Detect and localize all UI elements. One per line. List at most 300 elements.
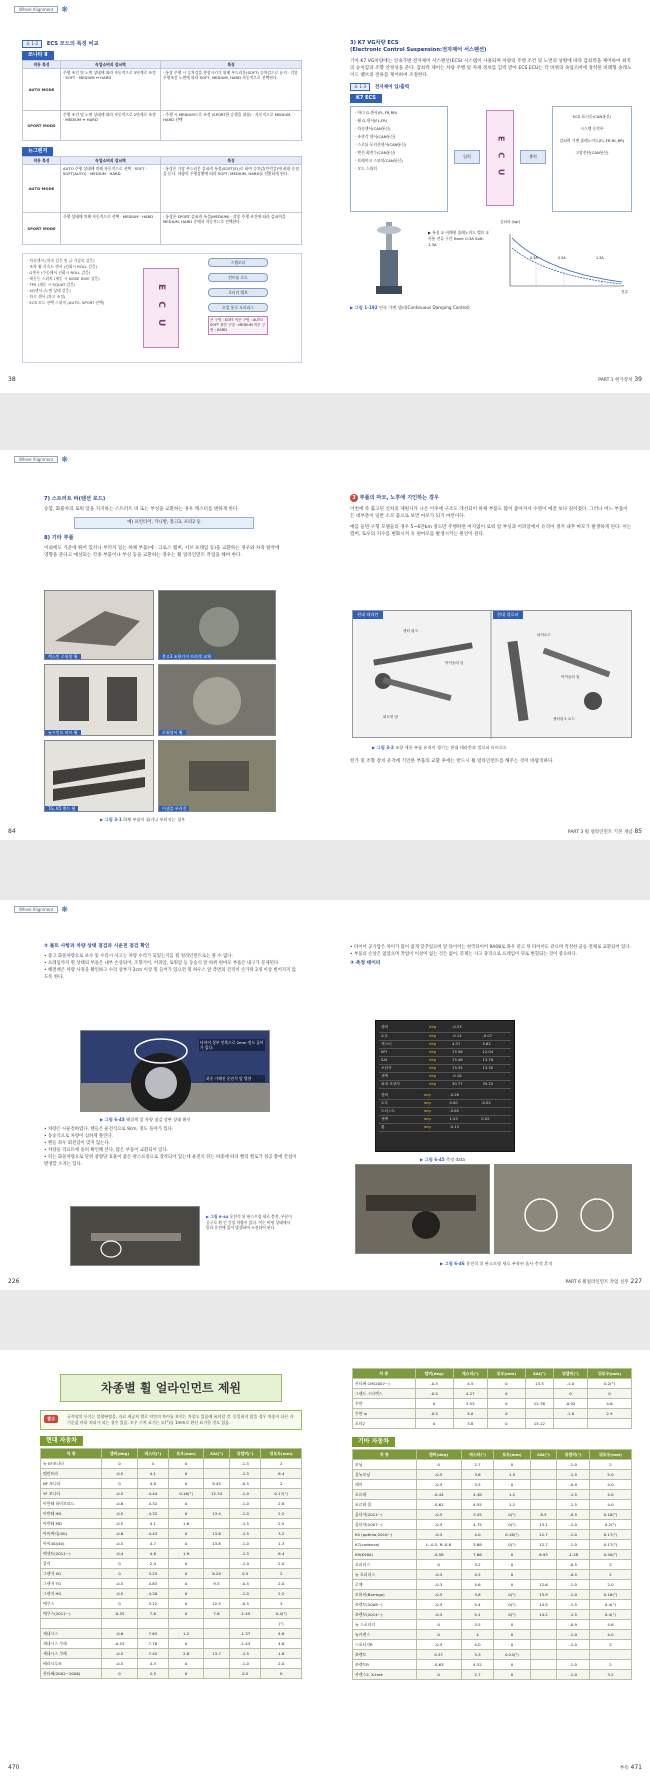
spec-value-cell: 1.3 xyxy=(261,1539,302,1549)
spec-value-cell: 0 xyxy=(416,1560,461,1570)
measure-cell xyxy=(481,1072,512,1080)
spec-row xyxy=(353,1470,632,1480)
spec-row xyxy=(41,1629,302,1639)
spec-value-cell: 0(°) xyxy=(494,1590,530,1600)
model-cell: 아이써티(i30) xyxy=(41,1529,102,1539)
spec-value-cell: 0 xyxy=(169,1669,204,1679)
bullet-list-a xyxy=(44,953,299,981)
spec-value-cell: 0.5 xyxy=(229,1569,261,1579)
spec-value-cell: 8.5 xyxy=(530,1510,557,1520)
spec-row xyxy=(353,1670,632,1680)
model-cell: 투싼 xyxy=(353,1399,416,1409)
spec-value-cell: 3.53 xyxy=(453,1399,487,1409)
measure-cell: 13.56 xyxy=(450,1048,480,1056)
spec-value-cell xyxy=(530,1660,557,1670)
spec-row xyxy=(353,1510,632,1520)
measure-cell: 캐스터 xyxy=(379,1040,427,1048)
spec-col-header: 뒤캠버(°) xyxy=(553,1369,587,1379)
measure-cell xyxy=(479,1124,511,1132)
caption-tag: ▶ 그림 1-192 xyxy=(350,304,378,310)
spec-value-cell: 12.6 xyxy=(530,1580,557,1590)
col-header: 속업소버의 감쇠력 xyxy=(61,60,161,68)
model-cell: 모하비(Borrego) xyxy=(353,1590,417,1600)
model-cell: 모닝 xyxy=(353,1460,417,1470)
model-cell: 쏘렌토(2014~) xyxy=(353,1610,417,1620)
spec-value-cell: 4.44 xyxy=(137,1489,169,1499)
section-3-heading xyxy=(350,494,632,502)
spec-row xyxy=(41,1579,302,1589)
spec-value-cell xyxy=(229,1619,261,1629)
spec-value-cell: 0 xyxy=(415,1419,453,1429)
spec-value-cell: -0.5 xyxy=(102,1649,137,1659)
spec-value-cell xyxy=(553,1419,587,1429)
spec-value-cell: 2 xyxy=(261,1569,302,1579)
model-cell: 산타페 CM(2007~) xyxy=(353,1379,416,1389)
spec-value-cell: 0 xyxy=(416,1620,461,1630)
spec-row xyxy=(353,1630,632,1640)
measure-cell xyxy=(479,1092,511,1100)
model-cell: 제네시스 xyxy=(41,1629,102,1639)
spec-value-cell: -1.0 xyxy=(553,1409,587,1419)
spec-value-cell: 7.86 xyxy=(461,1550,494,1560)
measure-cell: 캠버 xyxy=(379,1092,422,1100)
spec-value-cell: -1.37 xyxy=(229,1629,261,1639)
measure-cell: 트러스트 xyxy=(379,1108,422,1116)
spec-value-cell: 8.29 xyxy=(204,1569,230,1579)
spec-value-cell: 0 xyxy=(102,1479,137,1489)
spec-value-cell: 0 xyxy=(494,1640,530,1650)
spec-value-cell: 0.4(°) xyxy=(589,1610,631,1620)
spec-value-cell: 2.2 xyxy=(261,1509,302,1519)
input-item: · 조향각 센서(CAN통신) xyxy=(355,133,396,139)
spec-value-cell: -0.5 xyxy=(415,1409,453,1419)
part-label: 아이들러 암 xyxy=(445,661,464,665)
left-page xyxy=(44,496,284,563)
ecu-block xyxy=(143,268,179,348)
measure-cell: 13.30 xyxy=(481,1064,512,1072)
graph-tick: 0.3A xyxy=(530,255,538,260)
spec-value-cell: -0.6 xyxy=(102,1499,137,1509)
spec-value-cell: 0 xyxy=(169,1529,204,1539)
section-number: 3 xyxy=(350,494,358,502)
spec-value-cell: 13.7 xyxy=(204,1649,230,1659)
spec-value-cell: -0.6 xyxy=(102,1529,137,1539)
measure-cell: 포함각 xyxy=(379,1064,427,1072)
paragraph-3a: 이번에 즉 출고된 신차의 제원사가 나온 이후에 구조도 개선되어 하체 부품도 많이 좋아져서 수명이 예전 보다 길어졌다. 그러나 여느 부품이든 대부분이 일반 소모 품으로 보면 마모가 되기 마련이다. xyxy=(350,507,628,520)
spec-value-cell: -1.0 xyxy=(229,1539,261,1549)
measure-cell: 최대 조향각 xyxy=(379,1080,427,1088)
spec-value-cell xyxy=(530,1570,557,1580)
measure-cell: deg xyxy=(422,1092,448,1100)
spec-value-cell xyxy=(530,1640,557,1650)
measure-cell: -0.07 xyxy=(481,1032,512,1040)
spec-value-cell: 14.5 xyxy=(530,1600,557,1610)
ecs-label: K7 ECS xyxy=(350,94,382,103)
spec-value-cell: 13.8 xyxy=(204,1539,230,1549)
spec-value-cell: 4.1 xyxy=(137,1469,169,1479)
spec-value-cell: 1.2 xyxy=(494,1500,530,1510)
spec-value-cell xyxy=(530,1670,557,1680)
spec-value-cell: 0.17(°) xyxy=(589,1540,631,1550)
spec-col-header: 차 종 xyxy=(353,1369,416,1379)
page-gap xyxy=(0,840,650,900)
table-title: ECS 모드의 특징 비교 xyxy=(46,41,99,47)
spec-value-cell xyxy=(204,1619,230,1629)
spec-value-cell: 0.16(°) xyxy=(589,1590,631,1600)
measure-cell: 토우 xyxy=(379,1032,427,1040)
spec-value-cell xyxy=(530,1500,557,1510)
spec-value-cell: 0.16(°) xyxy=(494,1530,530,1540)
spec-col-header: 뒤캠버(°) xyxy=(229,1449,261,1459)
spec-row xyxy=(353,1520,632,1530)
data-caption xyxy=(420,1157,465,1163)
spec-value-cell: 4.83 xyxy=(137,1579,169,1589)
spec-value-cell: 3.25 xyxy=(137,1569,169,1579)
spec-value-cell: 2.2 xyxy=(261,1589,302,1599)
valve-notes: ▶ 특징 ① 비례형 솔레노이드 밸브 ② 사용 전류 구간 Hard: 0.3A Soft: 1.3A xyxy=(428,229,489,247)
spec-row xyxy=(353,1590,632,1600)
spec-value-cell: 0 xyxy=(169,1559,204,1569)
spec-value-cell: 4.5 xyxy=(453,1379,487,1389)
measure-row xyxy=(379,1040,511,1048)
spec-value-cell: -1.0 xyxy=(553,1379,587,1389)
mode-cell: AUTO MODE xyxy=(23,164,61,212)
spec-value-cell: 4.0 xyxy=(589,1490,631,1500)
spec-value-cell: 4.75 xyxy=(461,1520,494,1530)
spec-row xyxy=(353,1540,632,1550)
model-cell: 옵티마(2011~) xyxy=(353,1510,417,1520)
spec-value-cell xyxy=(204,1589,230,1599)
measure-cell: -0.26 xyxy=(447,1092,479,1100)
model-cell: 아이40(i40) xyxy=(41,1539,102,1549)
spec-value-cell: -1.5 xyxy=(557,1610,590,1620)
output-item: 감쇠력 가변 솔레노이드(FL,FR,RL,RR) xyxy=(559,137,625,143)
model-cell: 산타페(2002~2006) xyxy=(41,1669,102,1679)
spec-col-header: 뒤토우(mm) xyxy=(588,1369,632,1379)
model-cell: 뉴카렌스 xyxy=(353,1630,417,1640)
spec-value-cell: 0 xyxy=(553,1389,587,1399)
spec-value-cell: 3.6 xyxy=(461,1470,494,1480)
spec-value-cell: 4.0 xyxy=(589,1500,631,1510)
measure-cell: 0.02 xyxy=(479,1116,511,1124)
spec-value-cell: -1.0 xyxy=(557,1540,590,1550)
spec-col-header: 뒤토우(mm) xyxy=(261,1449,302,1459)
spec-value-cell: 1.2 xyxy=(494,1490,530,1500)
spec-value-cell: 2.0 xyxy=(261,1659,302,1669)
spec-value-cell: 5.4 xyxy=(461,1600,494,1610)
spec-value-cell: 2.4 xyxy=(137,1559,169,1569)
left-page xyxy=(44,944,299,981)
spec-row xyxy=(41,1619,302,1629)
spec-value-cell: -0.5 xyxy=(229,1479,261,1489)
spec-value-cell: 1.9 xyxy=(169,1549,204,1559)
measure-cell: KPI xyxy=(379,1048,427,1056)
spec-value-cell: -0.5 xyxy=(229,1599,261,1609)
hyundai-spec-table xyxy=(40,1448,302,1679)
left-page xyxy=(22,40,302,363)
graph-tick: 0.5A xyxy=(558,255,566,260)
snowflake-icon: ❋ xyxy=(61,5,68,14)
measure-cell: 5.82 xyxy=(481,1040,512,1048)
spec-value-cell: 4.32 xyxy=(137,1509,169,1519)
part-label: 타이로드 xyxy=(537,633,551,637)
spec-value-cell xyxy=(530,1480,557,1490)
spec-value-cell: -0.5 xyxy=(102,1519,137,1529)
measure-cell: 셋백 xyxy=(379,1072,427,1080)
output-item: 시스템 동작부 xyxy=(580,125,604,131)
spec-col-header: 토우(mm) xyxy=(487,1369,525,1379)
spec-value-cell: 0 xyxy=(487,1399,525,1409)
spec-row xyxy=(353,1570,632,1580)
model-cell: 로체 xyxy=(353,1580,417,1590)
spec-value-cell: 12.34 xyxy=(204,1489,230,1499)
spec-value-cell: 4.8 xyxy=(261,1629,302,1639)
spec-value-cell: -1.5 xyxy=(229,1519,261,1529)
measure-cell: 1.53 xyxy=(447,1116,479,1124)
tire-note: 타이어 상부 인측으로 2mm 정도 들어가 있다. xyxy=(200,1040,264,1051)
spec-value-cell: -1.5 xyxy=(557,1600,590,1610)
model-cell: 제네시스 쿠페 xyxy=(41,1639,102,1649)
spec-value-cell xyxy=(530,1630,557,1640)
spec-value-cell: 4.6 xyxy=(461,1580,494,1590)
spec-row xyxy=(353,1650,632,1660)
measure-row xyxy=(379,1124,511,1132)
page-number: 85 xyxy=(634,828,642,835)
spec-value-cell: -0.5 xyxy=(102,1659,137,1669)
spec-value-cell: 0 xyxy=(169,1499,204,1509)
spec-value-cell: -1.0 xyxy=(229,1659,261,1669)
spec-col-header: SAI(°) xyxy=(530,1450,557,1460)
header-tag xyxy=(14,456,68,463)
measure-cell: -0.18 xyxy=(450,1072,480,1080)
photo-label: 봉고3 조향기어 브라켓 교체 xyxy=(159,654,214,659)
model-cell: 에쿠스 xyxy=(41,1599,102,1609)
model-cell: 클릭 xyxy=(41,1559,102,1569)
spec-value-cell: 4.0 xyxy=(589,1480,631,1490)
header-label: Wheel Alignment xyxy=(14,456,58,463)
measure-cell: SAI xyxy=(379,1056,427,1064)
figure-title: 전자제어 입/출력 xyxy=(374,85,410,91)
graph-y-label: 감쇠력 (kgf) xyxy=(500,219,520,224)
page-number-left: 470 xyxy=(8,1764,20,1771)
spec-value-cell: 1.2 xyxy=(169,1629,204,1639)
spec-value-cell: 0 xyxy=(169,1599,204,1609)
spec-value-cell: -0.9 xyxy=(557,1620,590,1630)
part-label: 센터 링크 xyxy=(403,629,419,633)
spec-value-cell: 6.4 xyxy=(261,1549,302,1559)
photo-underbody-left xyxy=(355,1164,490,1254)
spec-value-cell: 7.45 xyxy=(137,1649,169,1659)
photo-label: 어셈블 부러진 xyxy=(159,806,189,811)
input-item: · 브레이크 스위치(CAN통신) xyxy=(355,157,403,163)
model-cell: 뉴 스포티지 xyxy=(353,1620,417,1630)
caption-text: 연속 가변 댐퍼(Continuous Damping Control) xyxy=(378,304,470,310)
model-cell: NF 쏘나타 xyxy=(41,1479,102,1489)
spec-value-cell: 4.6 xyxy=(589,1620,631,1630)
actuator-flow xyxy=(208,258,268,336)
paragraph-8: 이외에도 기준에 뛰어 있지나 부러져 있는 하체 부품(예 : 크로스 멤버, 서브 프레임 등)을 교환하는 경우와 차축 탈착에 영향을 준다고 예상되는 각종 부품이나 부싱 등을 교환하는 경우는 휠 얼라인먼트 작업을 해야 한다. xyxy=(44,545,280,558)
spec-row xyxy=(353,1560,632,1570)
ecu-label: E C U xyxy=(156,284,167,331)
spec-row xyxy=(41,1489,302,1499)
input-item: · 스로틀 포지션센서(CAN통신) xyxy=(355,141,407,147)
bullet-list-b xyxy=(44,1126,299,1168)
spec-row xyxy=(41,1589,302,1599)
right-page xyxy=(350,40,632,311)
photo-label: 로워암이 휠 xyxy=(159,730,186,735)
spec-value-cell: -1.0 xyxy=(229,1489,261,1499)
feature-cell: · 통상 주행 시 승차감을 향상시키기 위해 부드러운(SOFT) 승차감으로 유지 · 각종 주행조건 노면에 따라 SOFT, MEDIUM, HARD 자동적으로 선택된다. xyxy=(161,68,302,110)
spec-value-cell: 2.7 xyxy=(461,1460,494,1470)
spec-value-cell: 4.6 xyxy=(588,1399,632,1409)
sensor-item: · 차속센서 (차속 감응 및 급·가감속 감응) xyxy=(27,257,95,263)
paragraph-3b: 예를 들면 구형 모델들의 경우 5~6만km 정도만 주행하면 여지없이 로워 암 부싱과 어퍼암에서 유격이 생겨 내추 마모가 발생하게 된다. 이는 캠버, 토우의 지수를 변화시켜 유 편마모를 발생시키는 원인이 된다. xyxy=(350,525,632,538)
heading-7: 7) 스트러트 바(텐션 로드) xyxy=(44,496,106,502)
measure-cell: 13.76 xyxy=(481,1056,512,1064)
spec-value-cell: 0(°) xyxy=(494,1540,530,1550)
spec-value-cell: -1.0 xyxy=(557,1660,590,1670)
spec-col-header: 차 종 xyxy=(353,1450,417,1460)
spec-value-cell: 0 xyxy=(494,1630,530,1640)
page-number-right xyxy=(620,1764,642,1772)
spec-value-cell: -1.0 xyxy=(557,1580,590,1590)
spec-value-cell: 6.4 xyxy=(261,1469,302,1479)
section-paragraph: 기아 K7 VG차량에는 연속가변 전자제어 서스펜션(ECS) 시스템이 사용되며 차량의 주행 조건 및 노면의 상황에 따라 감쇠력을 제어하여 최적의 승차감과 조향 안정성을 준다. 감쇠력 제어는 차량 주행 및 자세 정보를 입력 받아 ECS ECU는 각 바퀴의 속업소버에 장착된 비례형 솔레노이드 밸브의 전류를 제어하여 조절한다. xyxy=(350,59,632,79)
spec-value-cell: 13.1 xyxy=(530,1520,557,1530)
spec-value-cell: 4.8 xyxy=(261,1639,302,1649)
page-number-right xyxy=(598,376,642,384)
output-item: 고장진단(CAN통신) xyxy=(575,149,609,155)
spec-value-cell: 0.2(°) xyxy=(588,1379,632,1389)
model-cell: 아반떼 MD xyxy=(41,1519,102,1529)
spec-col-header: 캐스터(°) xyxy=(453,1369,487,1379)
measure-cell: deg xyxy=(427,1048,450,1056)
page-number-right xyxy=(566,1278,642,1286)
paragraph-7: 승합, 화물차의 로워 암을 지지하는 스트러트 바 또는 부싱을 교환하는 경우 캐스터를 변하게 한다. xyxy=(44,507,239,513)
sensor-item: · 4G센서 (노면 상태 감응) xyxy=(27,287,71,293)
data-title: ③ 측정 데이터 xyxy=(350,961,381,966)
caption-text: 조향 계통 부품 유격이 생기는 현대 테라칸과 갤로퍼 타이로드 xyxy=(395,745,507,750)
spec-col-header: 뒤토우(mm) xyxy=(589,1450,631,1460)
spec-value-cell: 9.5 xyxy=(204,1579,230,1589)
spec-row xyxy=(353,1409,632,1419)
photo-underbody-right xyxy=(494,1164,632,1254)
spec-value-cell: 1.8 xyxy=(261,1649,302,1659)
spec-value-cell: -0.5 xyxy=(557,1570,590,1580)
spec-value-cell: 13.6 xyxy=(204,1529,230,1539)
spec-value-cell: 0 xyxy=(169,1459,204,1469)
measure-cell xyxy=(479,1108,511,1116)
header-tag xyxy=(14,906,68,913)
spec-value-cell: -0.5 xyxy=(416,1530,461,1540)
tire-note: 하중 가해진 운전석 앞 방향 xyxy=(205,1075,265,1082)
model-cell: 뉴 EF쏘나타 xyxy=(41,1459,102,1469)
group2-title: 뉴그랜저 xyxy=(22,147,53,156)
spec-value-cell: 5.1 xyxy=(461,1610,494,1620)
spec-value-cell: -0.5 xyxy=(102,1509,137,1519)
spec-value-cell: 14.2 xyxy=(530,1610,557,1620)
damping-cell: 주행 상태에 의해 자동적으로 선택 · MEDIUM · HARD xyxy=(61,212,161,244)
measure-cell: deg xyxy=(427,1040,450,1048)
spec-value-cell: 0 xyxy=(494,1620,530,1630)
spec-value-cell: 0 xyxy=(102,1669,137,1679)
spec-value-cell: 0(°) xyxy=(494,1600,530,1610)
mode-cell: SPORT MODE xyxy=(23,110,61,140)
spec-value-cell: 0 xyxy=(416,1670,461,1680)
spec-value-cell xyxy=(530,1650,557,1660)
spec-value-cell xyxy=(204,1519,230,1529)
input-item: · 모드 스위치 xyxy=(355,165,377,171)
graph-tick: 1.3A xyxy=(596,255,604,260)
caption-tag: ▶ 그림 3-1 xyxy=(100,817,122,822)
model-cell: 베라크루즈 xyxy=(41,1659,102,1669)
measure-row xyxy=(379,1116,511,1124)
spec-value-cell: 0 xyxy=(487,1389,525,1399)
caption-tag: ▶ 그림 6-44 xyxy=(206,1214,229,1219)
spec-value-cell: (°) xyxy=(261,1619,302,1629)
spec-value-cell: -1.5 xyxy=(229,1469,261,1479)
spec-value-cell: -0.5 xyxy=(102,1589,137,1599)
photo-assembly xyxy=(158,740,276,812)
model-cell: 투싼 ix xyxy=(353,1409,416,1419)
photo-tg-k5 xyxy=(44,740,154,812)
spec-value-cell: -0.5 xyxy=(416,1520,461,1530)
page-number: 471 xyxy=(630,1764,642,1771)
damper-figure xyxy=(350,220,632,302)
spec-col-header: 캠버(deg) xyxy=(416,1450,461,1460)
model-cell: 엘란트라 xyxy=(41,1469,102,1479)
model-cell: 에쿠스(2011~) xyxy=(41,1609,102,1619)
spec-banner: 차종별 휠 얼라인먼트 제원 xyxy=(60,1374,282,1402)
spec-value-cell: 1.5 xyxy=(494,1470,530,1480)
spec-value-cell: -0.4 xyxy=(102,1549,137,1559)
spec-value-cell: 3.8 xyxy=(453,1419,487,1429)
figure-caption xyxy=(100,817,185,823)
input-item: · 차속센서(CAN통신) xyxy=(355,125,391,131)
spec-col-header: 차 종 xyxy=(41,1449,102,1459)
page-number: 227 xyxy=(630,1278,642,1285)
mode-cell: SPORT MODE xyxy=(23,212,61,244)
spec-value-cell: 0 xyxy=(494,1670,530,1680)
spec-value-cell: 4.28 xyxy=(137,1589,169,1599)
spec-value-cell: 3.25 xyxy=(461,1510,494,1520)
measure-table-front xyxy=(379,1024,511,1089)
measure-cell: deg xyxy=(422,1124,448,1132)
caption-tag: ▶ 그림 6-46 xyxy=(440,1261,465,1266)
spec-value-cell xyxy=(530,1490,557,1500)
table-badge: 표 1-2 xyxy=(22,40,42,48)
photo-lower-arm-2 xyxy=(158,664,276,736)
spec-col-header: SAI(°) xyxy=(204,1449,230,1459)
model-cell: 스포티지R xyxy=(353,1640,417,1650)
input-arrow: 입력 xyxy=(454,150,480,164)
example-pill: 예) 프런티어, 카니발, 봉고3, 포터2 등 xyxy=(74,517,254,529)
spec-value-cell: 4.5 xyxy=(461,1570,494,1580)
spec-value-cell: 0 xyxy=(487,1379,525,1389)
caption-text: 해결책 앞 차량 점검 상판 상태 확인 xyxy=(126,1117,191,1122)
spec-value-cell: 0.24(°) xyxy=(494,1650,530,1660)
spec-value-cell: 0.2(°) xyxy=(589,1520,631,1530)
spec-value-cell: 2.5 xyxy=(137,1669,169,1679)
spec-value-cell: 0.4(°) xyxy=(589,1600,631,1610)
feature-cell: · 통상은 가장 부드러운 감쇠력 특성(SOFT(E))로 하여 승차감(안락감)에 최대 중점을 둔다. 차량의 주행상황에 따라 SOFT, MEDIUM, HARD를 전환하게 된다. xyxy=(161,164,302,212)
spec-value-cell: -0.5 xyxy=(557,1510,590,1520)
sensor-item: · G센서 (수동에서 선회시 ROLL 감응) xyxy=(27,269,91,275)
spec-value-cell: 7.78 xyxy=(137,1639,169,1649)
part-label: 센터링크 로드 xyxy=(553,717,575,721)
spec-value-cell: 0.17(°) xyxy=(261,1489,302,1499)
spec-row xyxy=(41,1599,302,1609)
